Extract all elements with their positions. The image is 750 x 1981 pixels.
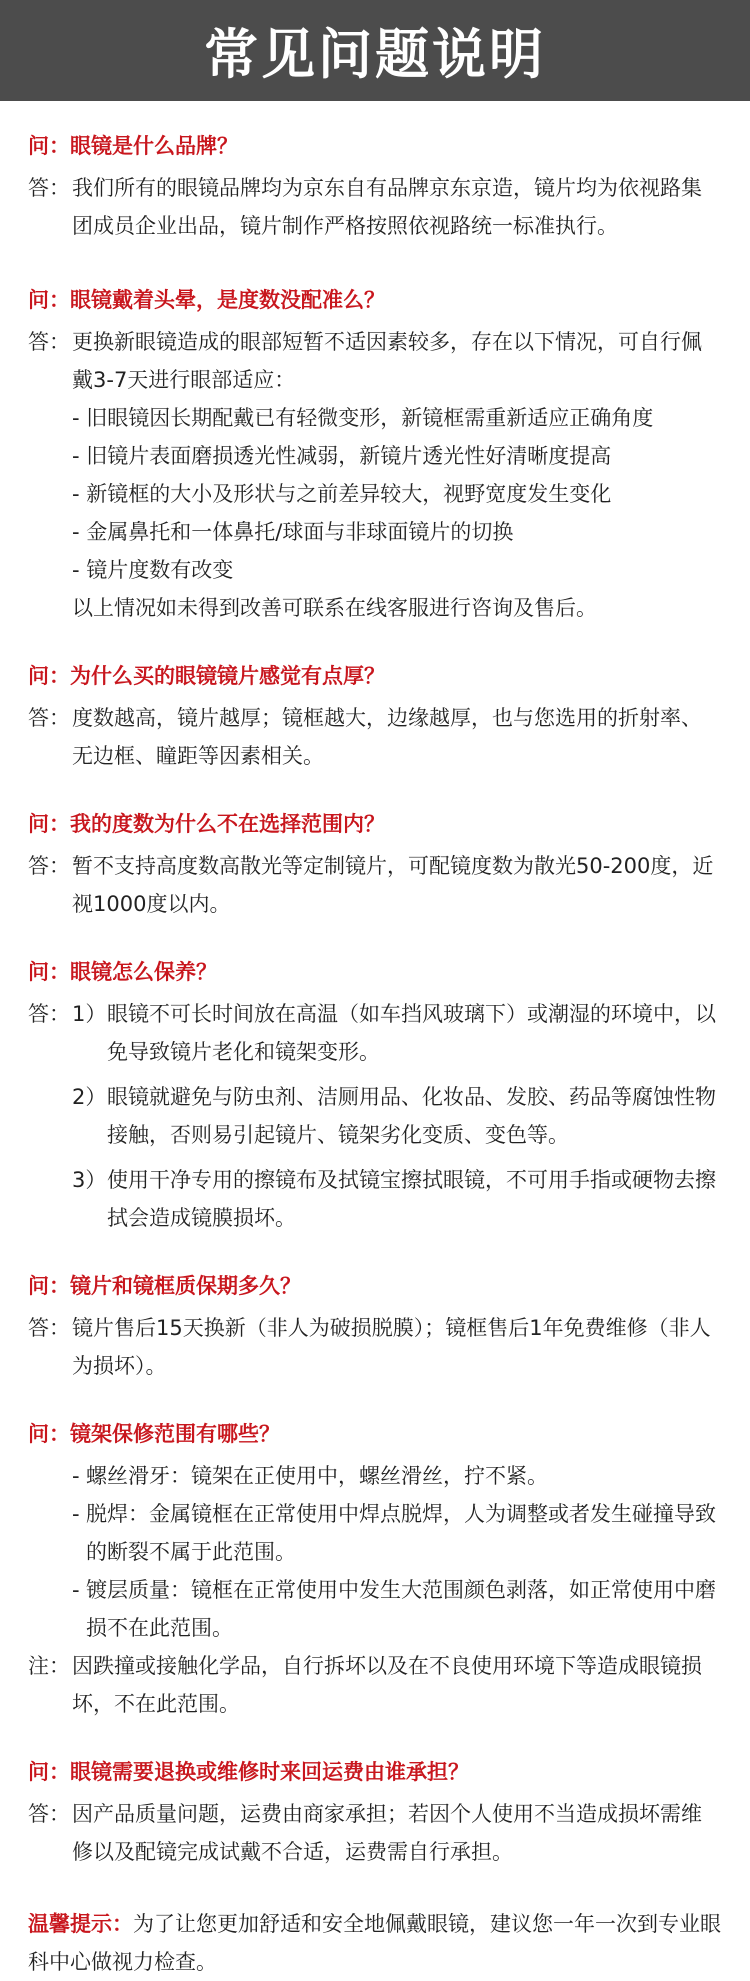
list-item: - 新镜框的大小及形状与之前差异较大，视野宽度发生变化 [72,482,612,506]
faq-question: 问：眼镜怎么保养？ [28,960,217,984]
faq-answer: 答： 度数越高，镜片越厚；镜框越大，边缘越厚，也与您选用的折射率、无边框、瞳距等因素相关。 [28,706,702,768]
faq-question: 问：镜片和镜框质保期多久？ [28,1274,301,1298]
warm-tip-label: 温馨提示： [28,1912,133,1936]
faq-closing: 以上情况如未得到改善可联系在线客服进行咨询及售后。 [72,596,597,620]
list-item: - 镜片度数有改变 [72,558,234,582]
faq-answer: 答： 我们所有的眼镜品牌均为京东自有品牌京东京造，镜片均为依视路集团成员企业出品，镜片制作严格按照依视路统一标准执行。 [28,176,702,238]
list-item: - 脱焊：金属镜框在正常使用中焊点脱焊，人为调整或者发生碰撞导致的断裂不属于此范围。 [72,1502,716,1564]
faq-answer: 答： 因产品质量问题，运费由商家承担；若因个人使用不当造成损坏需维修以及配镜完成试戴不合适，运费需自行承担。 [28,1802,702,1864]
page-title: 常见问题说明 [204,23,546,86]
faq-question: 问：我的度数为什么不在选择范围内？ [28,812,385,836]
warm-tip-text: 为了让您更加舒适和安全地佩戴眼镜，建议您一年一次到专业眼科中心做视力检查。 [28,1912,721,1974]
faq-answer: 答： 暂不支持高度数高散光等定制镜片，可配镜度数为散光50-200度，近视1000度以内。 [28,854,714,916]
list-item: 2） 眼镜就避免与防虫剂、洁厕用品、化妆品、发胶、药品等腐蚀性物接触，否则易引起镜片、镜架劣化变质、变色等。 [72,1085,716,1147]
list-item: - 金属鼻托和一体鼻托/球面与非球面镜片的切换 [72,520,514,544]
faq-answer-list [28,1457,722,1647]
list-item: - 镀层质量：镜框在正常使用中发生大范围颜色剥落，如正常使用中磨损不在此范围。 [72,1578,716,1640]
list-item: 3） 使用干净专用的擦镜布及拭镜宝擦拭眼镜，不可用手指或硬物去擦拭会造成镜膜损坏。 [72,1168,716,1230]
list-item: - 旧眼镜因长期配戴已有轻微变形，新镜框需重新适应正确角度 [72,406,654,430]
page-header [0,0,750,101]
faq-question: 问：眼镜需要退换或维修时来回运费由谁承担？ [28,1760,469,1784]
faq-answer-list [28,399,722,627]
faq-answer: 答： 镜片售后15天换新（非人为破损脱膜）；镜框售后1年免费维修（非人为损坏）。 [28,1316,711,1378]
list-item: 1） 眼镜不可长时间放在高温（如车挡风玻璃下）或潮湿的环境中，以免导致镜片老化和镜架变形。 [72,1002,716,1064]
faq-question: 问：眼镜是什么品牌？ [28,134,238,158]
faq-question: 问：为什么买的眼镜镜片感觉有点厚？ [28,664,385,688]
warm-tip [28,1905,722,1981]
faq-answer: 答： 1） 眼镜不可长时间放在高温（如车挡风玻璃下）或潮湿的环境中，以免导致镜片老化和镜架变形。 2） 眼镜就避免与防虫剂、洁厕用品、化妆品、发胶、药品等腐蚀性物接触，否则易引起镜片、镜架劣化变质、变色等。 3） 使用干净专用的擦镜布及拭镜宝擦拭眼镜，不可用手指或硬物去擦拭会造成镜膜损坏。 [28,995,722,1237]
faq-question: 问：镜架保修范围有哪些？ [28,1422,280,1446]
faq-question: 问：眼镜戴着头晕，是度数没配准么？ [28,288,385,312]
list-item: - 螺丝滑牙：镜架在正使用中，螺丝滑丝，拧不紧。 [72,1464,548,1488]
faq-note: 注： 因跌撞或接触化学品，自行拆坏以及在不良使用环境下等造成眼镜损坏，不在此范围。 [28,1654,702,1716]
faq-answer: 答： 更换新眼镜造成的眼部短暂不适因素较多，存在以下情况，可自行佩戴3-7天进行眼部适应： [28,330,702,392]
list-item: - 旧镜片表面磨损透光性减弱，新镜片透光性好清晰度提高 [72,444,612,468]
faq-content [0,101,750,1981]
